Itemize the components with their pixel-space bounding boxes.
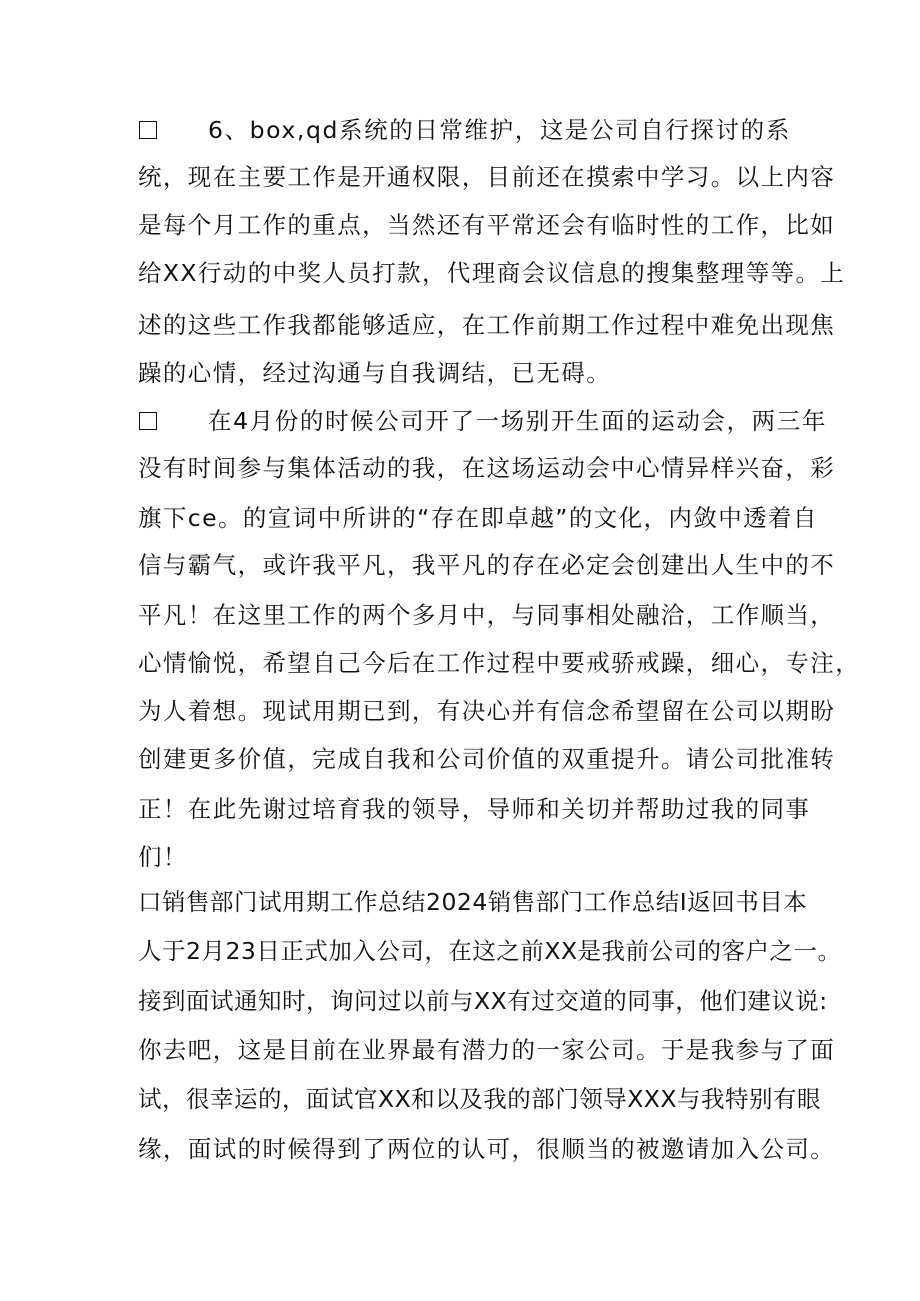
paragraph-2-line: 旗下ce。的宣词中所讲的“存在即卓越”的文化，内敛中透着自 [138, 504, 818, 532]
paragraph-2-line: 没有时间参与集体活动的我，在这场运动会中心情异样兴奋，彩 [138, 454, 836, 482]
paragraph-3-line: 接到面试通知时，询问过以前与XX有过交道的同事，他们建议说: [138, 987, 828, 1015]
paragraph-2-line: 正！在此先谢过培育我的领导，导师和关切并帮助过我的同事 [138, 795, 811, 823]
paragraph-2-line: 为人着想。现试用期已到，有决心并有信念希望留在公司以期盼 [138, 697, 836, 725]
paragraph-1-line: 躁的心情，经过沟通与自我调结，已无碍。 [138, 359, 612, 387]
paragraph-2-line: 平凡！在这里工作的两个多月中，与同事相处融洽，工作顺当， [138, 601, 836, 629]
checkbox-icon [139, 121, 157, 139]
paragraph-3-line: 试，很幸运的，面试官XX和以及我的部门领导XXX与我特别有眼 [138, 1085, 821, 1113]
paragraph-1-first-line: 6、box,qd系统的日常维护，这是公司自行探讨的系 [208, 116, 791, 144]
paragraph-2-first-line: 在4月份的时候公司开了一场别开生面的运动会，两三年 [208, 407, 827, 435]
paragraph-1-line: 是每个月工作的重点，当然还有平常还会有临时性的工作，比如 [138, 211, 836, 239]
paragraph-3-line: 口销售部门试用期工作总结2024销售部门工作总结I返回书目本 [138, 888, 808, 916]
paragraph-3-line: 缘，面试的时候得到了两位的认可，很顺当的被邀请加入公司。 [138, 1135, 836, 1163]
paragraph-2-line: 心情愉悦，希望自己今后在工作过程中要戒骄戒躁，细心，专注， [138, 649, 861, 677]
paragraph-1-line: 给XX行动的中奖人员打款，代理商会议信息的搜集整理等等。上 [138, 259, 846, 287]
paragraph-2-line: 们！ [138, 843, 188, 871]
paragraph-3-line: 人于2月23日正式加入公司，在这之前XX是我前公司的客户之一。 [138, 937, 842, 965]
paragraph-1-line: 统，现在主要工作是开通权限，目前还在摸索中学习。以上内容 [138, 163, 836, 191]
paragraph-3-line: 你去吧，这是目前在业界最有潜力的一家公司。于是我参与了面 [138, 1036, 836, 1064]
paragraph-1-line: 述的这些工作我都能够适应，在工作前期工作过程中难免出现焦 [138, 311, 836, 339]
paragraph-2-line: 创建更多价值，完成自我和公司价值的双重提升。请公司批准转 [138, 745, 836, 773]
paragraph-2-line: 信与霸气，或许我平凡，我平凡的存在必定会创建出人生中的不 [138, 551, 836, 579]
checkbox-icon [139, 412, 157, 430]
